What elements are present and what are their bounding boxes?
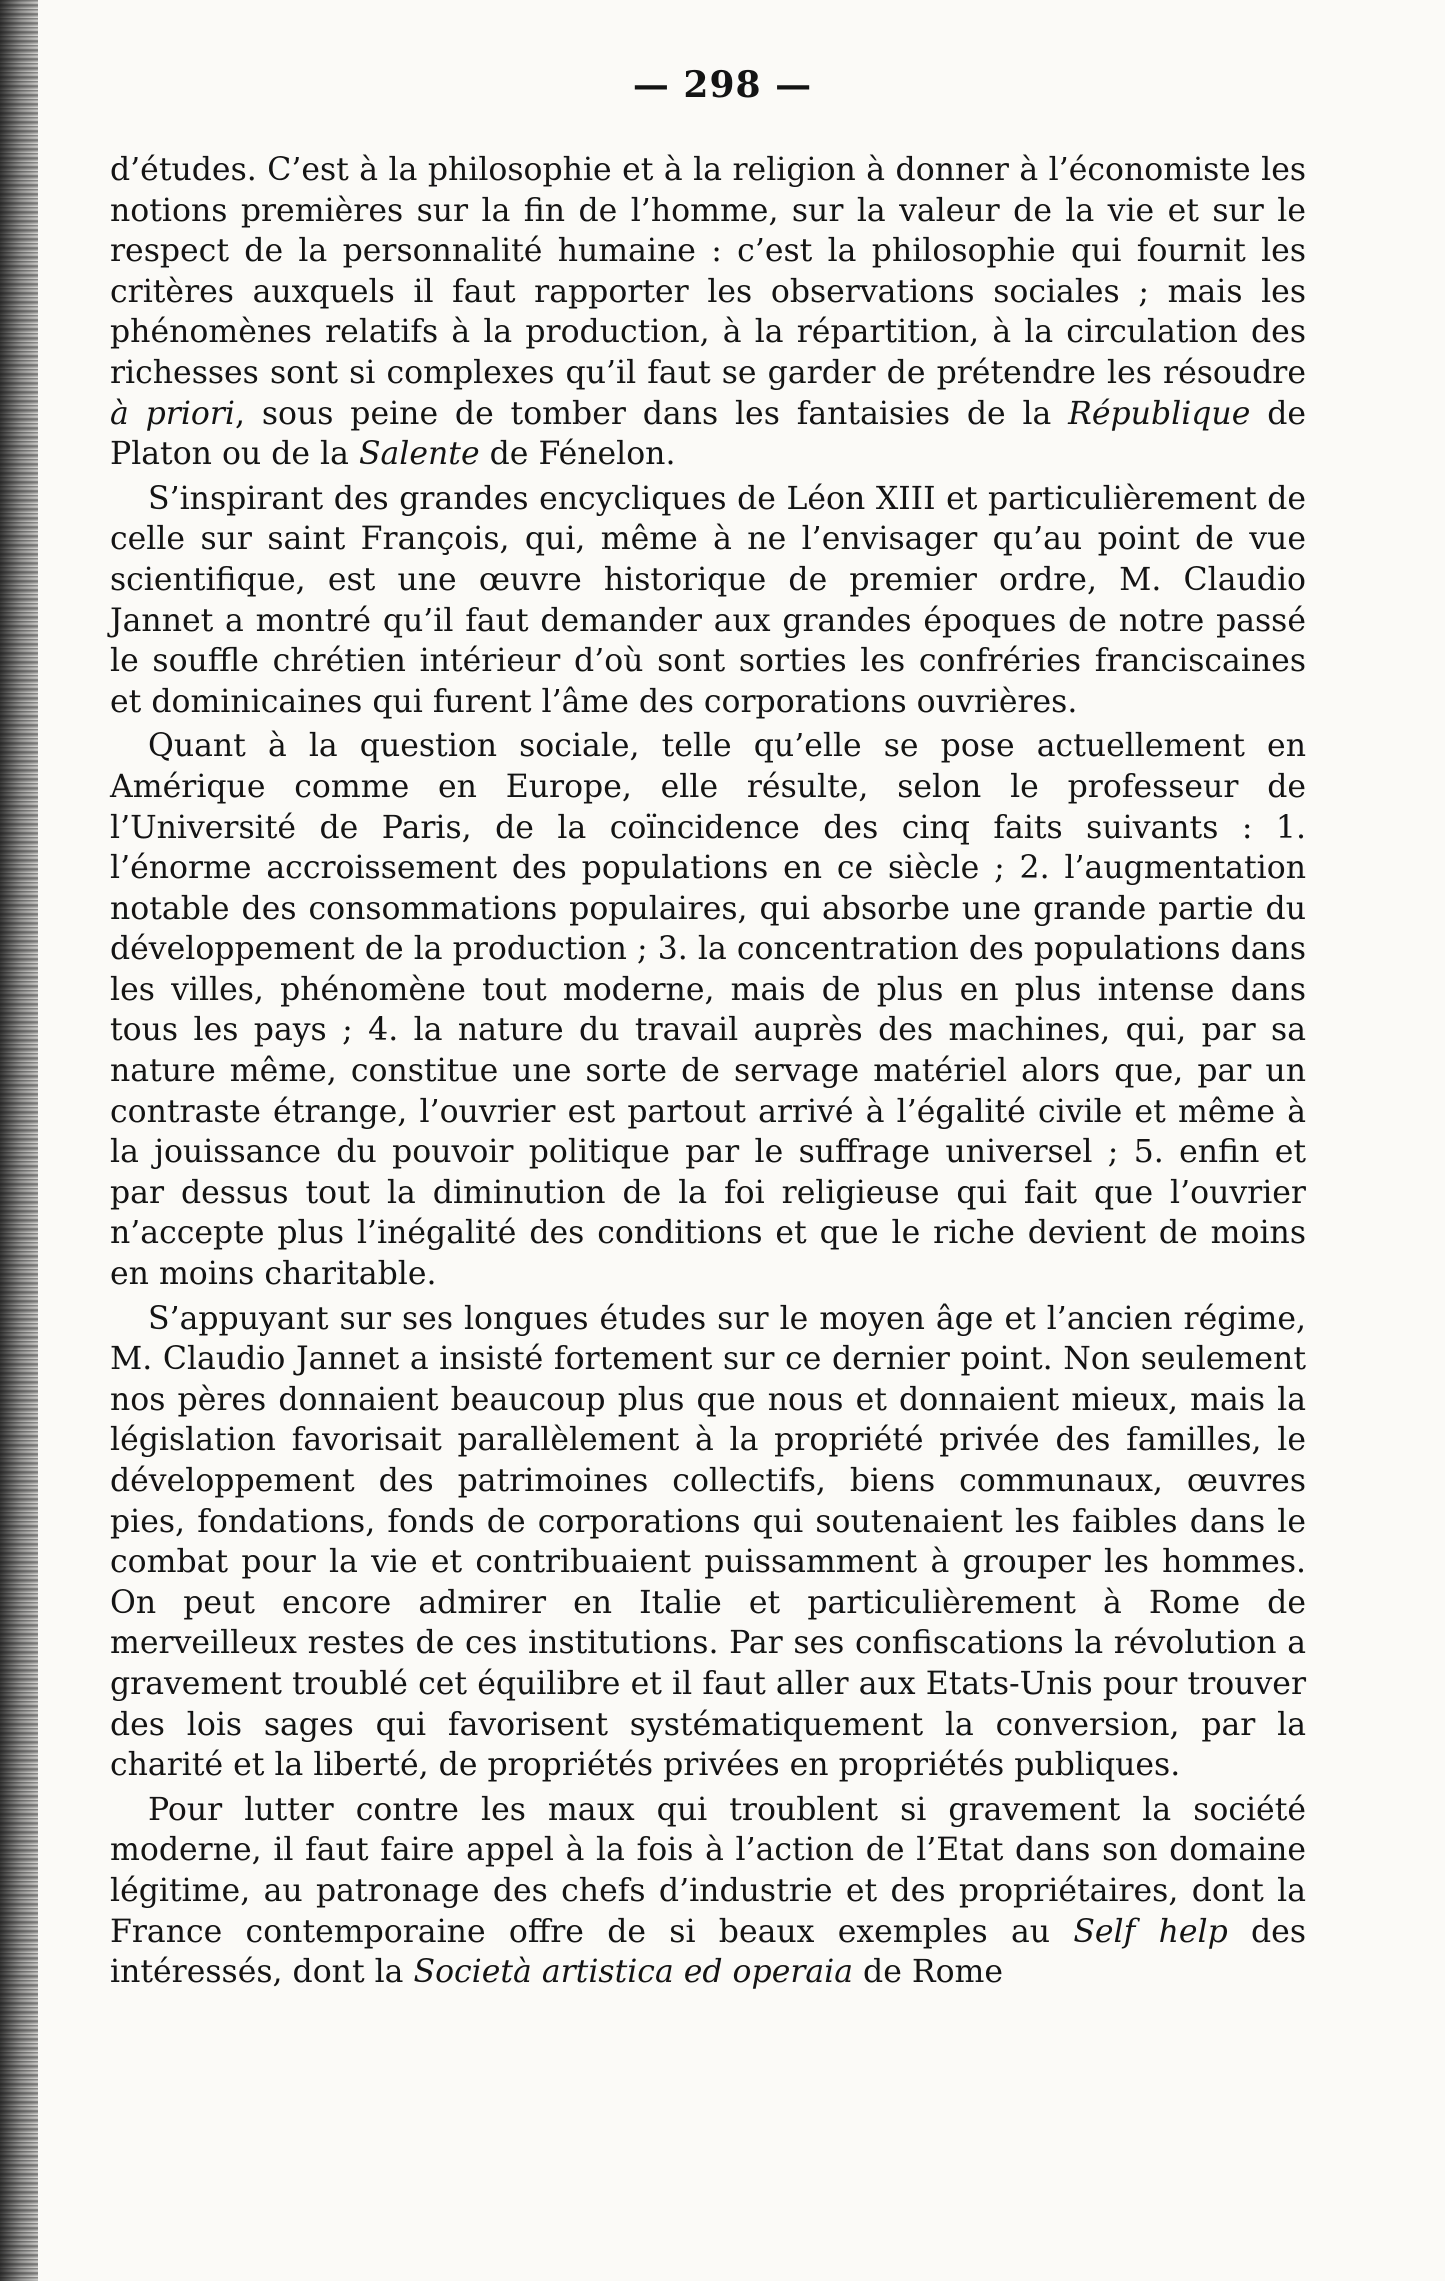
- text-run: des intéressés, dont la: [110, 1913, 1306, 1991]
- text-run: d’études. C’est à la philosophie et à la religion à donner à l’économiste les notions premières sur la fin de l’homme, sur la valeur de la vie et sur le respect de la personnalité humaine : c’est la philosophie qui fournit les critères auxquels il faut rapporter les observations sociales ; mais les phénomènes relatifs à la production, à la répartition, à la circulation des richesses sont si complexes qu’il faut se garder de prétendre les résoudre: [110, 152, 1306, 391]
- text-run: de Platon ou de la: [110, 395, 1306, 473]
- paragraph: [110, 1790, 1306, 1993]
- italic-text-run: à priori: [110, 395, 236, 432]
- italic-text-run: Salente: [358, 436, 480, 473]
- binding-edge: [0, 0, 38, 2281]
- text-run: , sous peine de tomber dans les fantaisies de la: [235, 395, 1069, 432]
- text-run: Pour lutter contre les maux qui troublent si gravement la société moderne, il faut faire appel à la fois à l’action de l’Etat dans son domaine légitime, au patronage des chefs d’industrie et des propriétaires, dont la France contemporaine offre de si beaux exemples au: [110, 1791, 1306, 1950]
- text-run: S’appuyant sur ses longues études sur le moyen âge et l’ancien régime, M. Claudio Jannet a insisté fortement sur ce dernier point. Non seulement nos pères donnaient beaucoup plus que nous et donnaient mieux, mais la législation favorisait parallèlement à la propriété privée des familles, le développement des patrimoines collectifs, biens communaux, œuvres pies, fondations, fonds de corporations qui soutenaient les faibles dans le combat pour la vie et contribuaient puissamment à grouper les hommes. On peut encore admirer en Italie et particulièrement à Rome de merveilleux restes de ces institutions. Par ses confiscations la révolution a gravement troublé cet équilibre et il faut aller aux Etats-Unis pour trouver des lois sages qui favorisent systématiquement la conversion, par la charité et la liberté, de propriétés privées en propriétés publiques.: [110, 1300, 1306, 1784]
- italic-text-run: Self help: [1073, 1913, 1228, 1950]
- paragraph: [110, 1299, 1306, 1786]
- paragraph: [110, 726, 1306, 1294]
- paragraph: [110, 150, 1306, 475]
- text-run: Quant à la question sociale, telle qu’elle se pose actuellement en Amérique comme en Europe, elle résulte, selon le professeur de l’Université de Paris, de la coïncidence des cinq faits suivants : 1. l’énorme accroissement des populations en ce siècle ; 2. l’augmentation notable des consommations populaires, qui absorbe une grande partie du développement de la production ; 3. la concentration des populations dans les villes, phénomène tout moderne, mais de plus en plus intense dans tous les pays ; 4. la nature du travail auprès des machines, qui, par sa nature même, constitue une sorte de servage matériel alors que, par un contraste étrange, l’ouvrier est partout arrivé à l’égalité civile et même à la jouissance du pouvoir politique par le suffrage universel ; 5. enfin et par dessus tout la diminution de la foi religieuse qui fait que l’ouvrier n’accepte plus l’inégalité des conditions et que le riche devient de moins en moins charitable.: [110, 728, 1306, 1293]
- body-text: [110, 150, 1306, 1997]
- text-run: de Rome: [853, 1954, 1004, 1991]
- text-run: de Fénelon.: [479, 436, 676, 473]
- text-run: S’inspirant des grandes encycliques de Léon XIII et particulièrement de celle sur saint François, qui, même à ne l’envisager qu’au point de vue scientifique, est une œuvre historique de premier ordre, M. Claudio Jannet a montré qu’il faut demander aux grandes époques de notre passé le souffle chrétien intérieur d’où sont sorties les confréries franciscaines et dominicaines qui furent l’âme des corporations ouvrières.: [110, 480, 1306, 720]
- italic-text-run: Società artistica ed operaia: [413, 1954, 854, 1991]
- page-number: — 298 —: [632, 64, 813, 106]
- italic-text-run: République: [1068, 395, 1251, 432]
- paragraph: [110, 479, 1306, 723]
